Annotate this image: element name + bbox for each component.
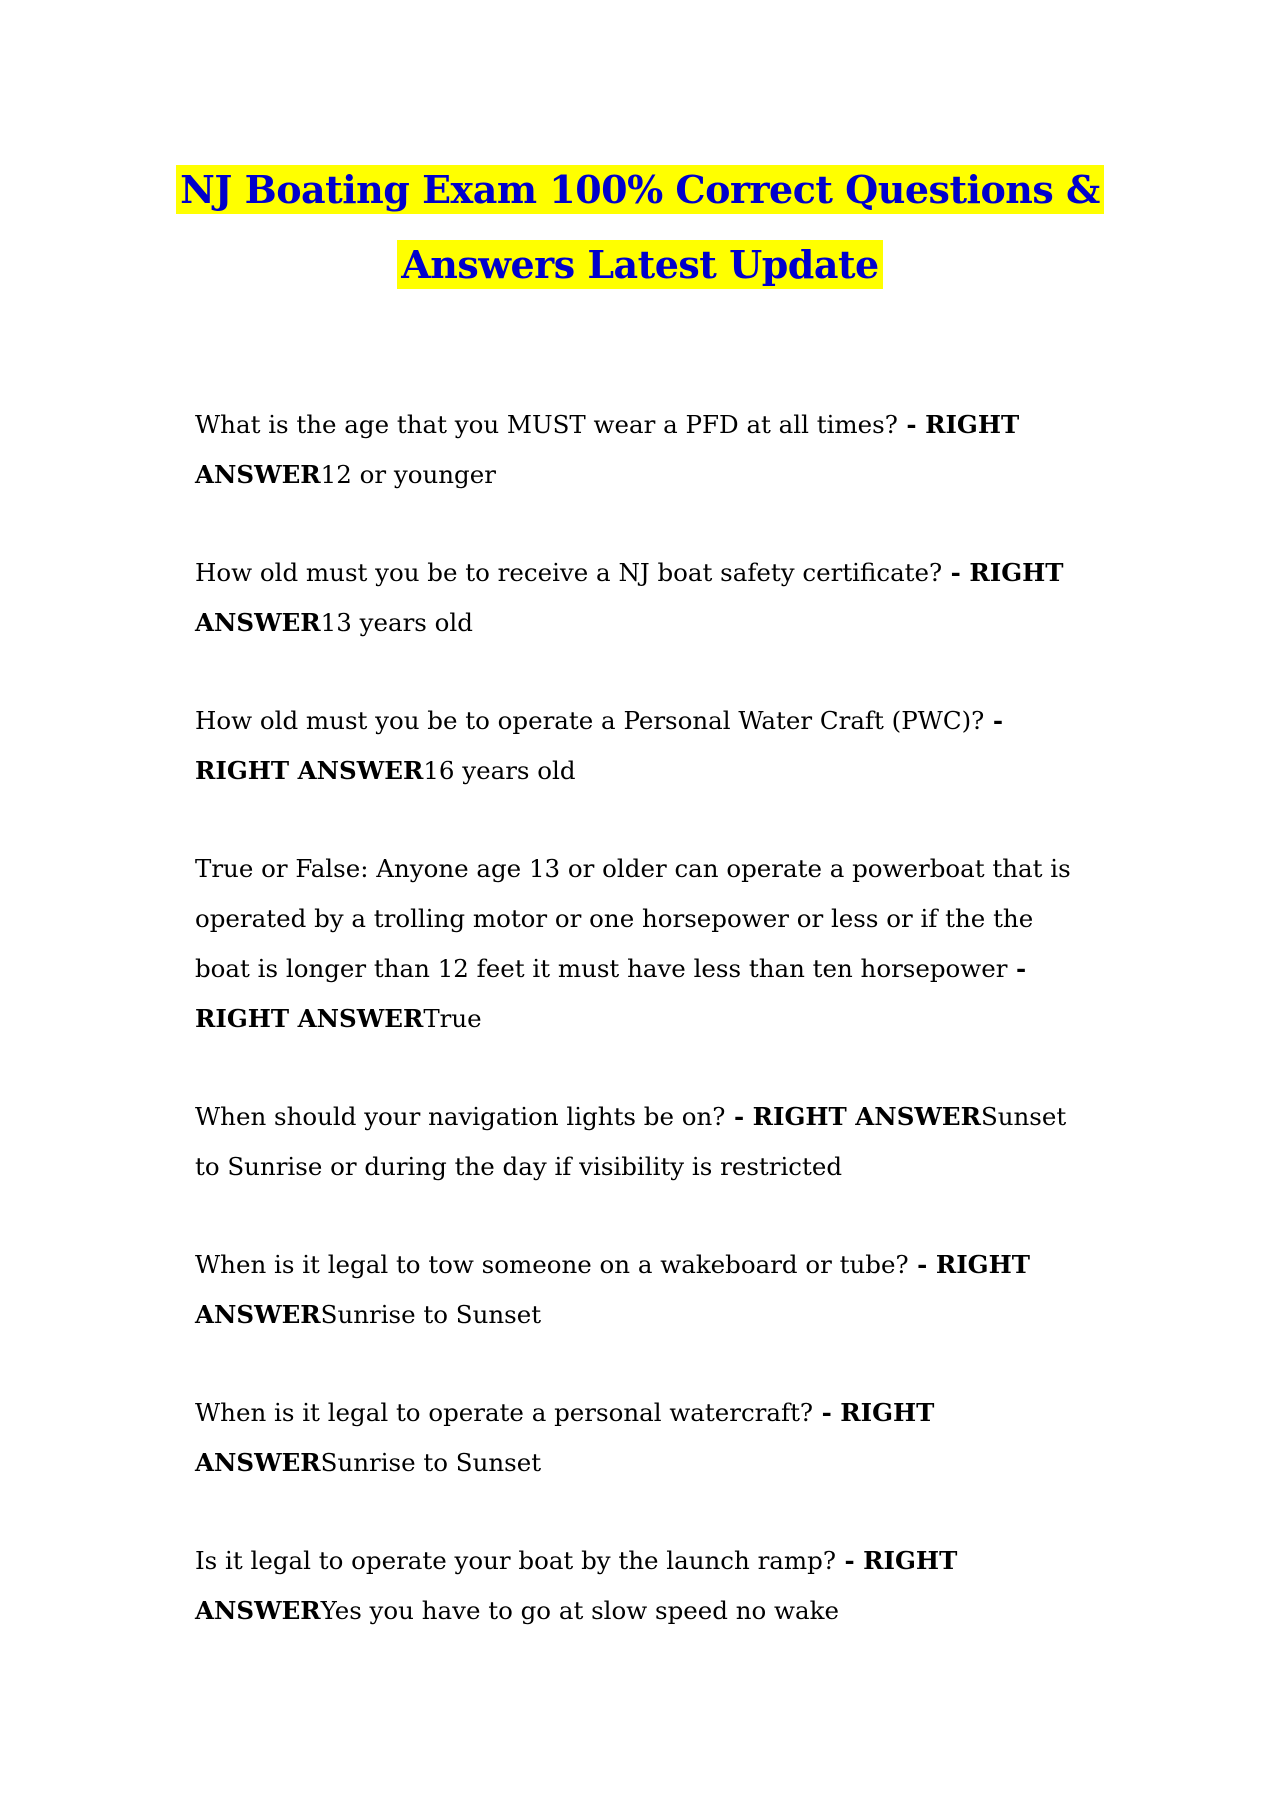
question-text: How old must you be to receive a NJ boat safety certificate?: [195, 558, 943, 587]
question-text: When should your navigation lights be on?: [195, 1102, 726, 1131]
qa-list: [195, 400, 1095, 1636]
question-text: When is it legal to operate a personal watercraft?: [195, 1398, 814, 1427]
qa-item: [195, 1092, 1095, 1192]
answer-label: - RIGHT ANSWER: [195, 1546, 958, 1625]
qa-item: [195, 548, 1095, 648]
answer-label: - RIGHT ANSWER: [195, 1398, 935, 1477]
question-text: What is the age that you MUST wear a PFD at all times?: [195, 410, 898, 439]
qa-item: [195, 1240, 1095, 1340]
answer-label: - RIGHT ANSWER: [195, 558, 1064, 637]
question-text: True or False: Anyone age 13 or older can operate a powerboat that is operated by a trolling motor or one horsepower or less or if the the boat is longer than 12 feet it must have less than ten horsepower: [195, 854, 1071, 983]
answer-label: - RIGHT ANSWER: [725, 1102, 981, 1131]
qa-item: [195, 1388, 1095, 1488]
answer-text: True: [423, 1004, 482, 1033]
answer-label: - RIGHT ANSWER: [195, 1250, 1030, 1329]
qa-item: [195, 696, 1095, 796]
question-text: Is it legal to operate your boat by the launch ramp?: [195, 1546, 836, 1575]
document-title: [150, 152, 1130, 302]
answer-text: Yes you have to go at slow speed no wake: [320, 1596, 839, 1625]
answer-label: - RIGHT ANSWER: [195, 954, 1027, 1033]
qa-item: [195, 1536, 1095, 1636]
answer-text: Sunrise to Sunset: [320, 1300, 542, 1329]
title-line-1: NJ Boating Exam 100% Correct Questions &: [176, 165, 1104, 214]
answer-text: 13 years old: [320, 608, 473, 637]
answer-text: 12 or younger: [320, 460, 496, 489]
title-line-2: Answers Latest Update: [397, 240, 882, 289]
question-text: How old must you be to operate a Personal Water Craft (PWC)?: [195, 706, 985, 735]
qa-item: [195, 400, 1095, 500]
answer-label: - RIGHT ANSWER: [195, 410, 1020, 489]
answer-text: Sunrise to Sunset: [320, 1448, 542, 1477]
answer-label: - RIGHT ANSWER: [195, 706, 1004, 785]
question-text: When is it legal to tow someone on a wakeboard or tube?: [195, 1250, 909, 1279]
qa-item: [195, 844, 1095, 1044]
answer-text: Sunset to Sunrise or during the day if visibility is restricted: [195, 1102, 1067, 1181]
answer-text: 16 years old: [423, 756, 576, 785]
